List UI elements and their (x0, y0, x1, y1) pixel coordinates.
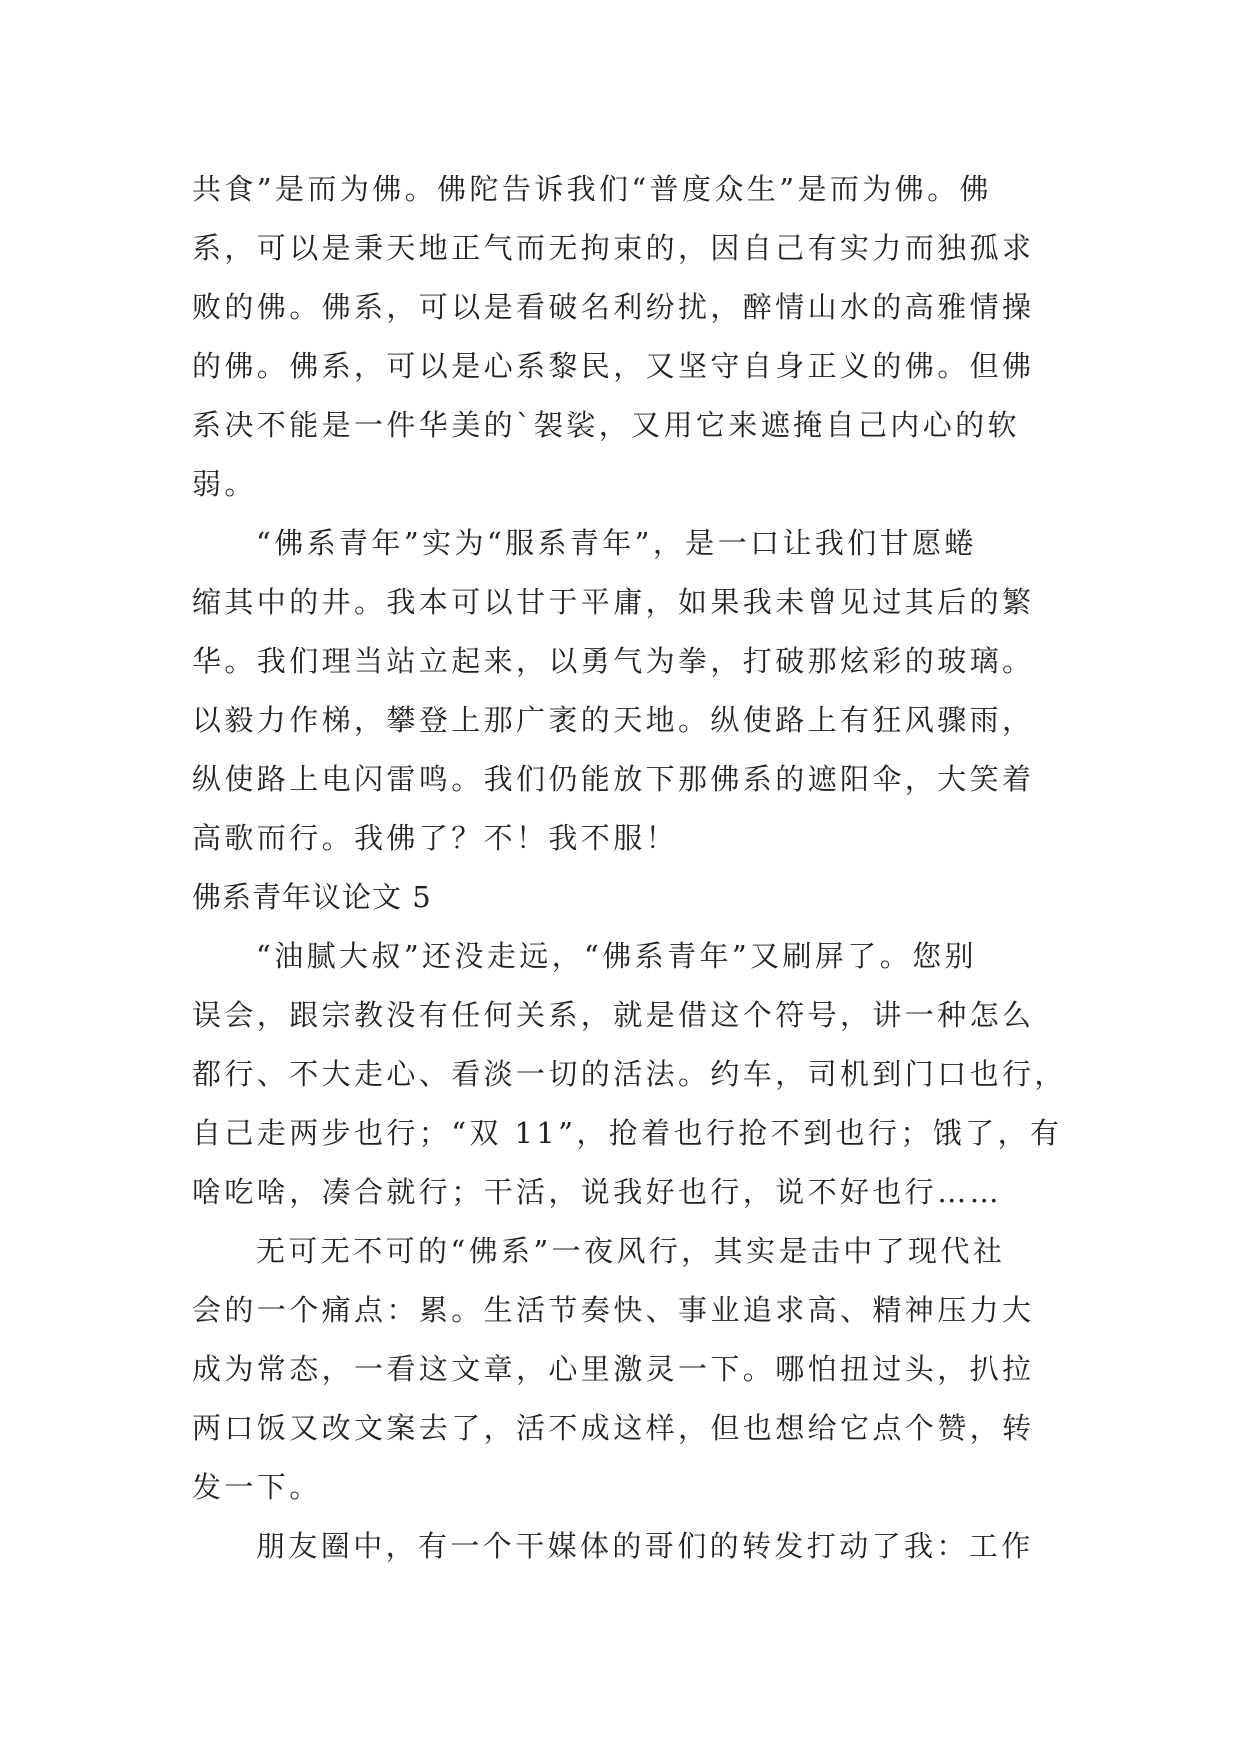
body-line: 啥吃啥，凑合就行；干活，说我好也行，说不好也行…… (192, 1175, 1003, 1209)
paragraph-first-line: “佛系青年”实为“服系青年”，是一口让我们甘愿蜷 (256, 526, 977, 560)
body-line: 高歌而行。我佛了？不！我不服！ (192, 821, 679, 855)
body-line: 自己走两步也行；“双 11”，抢着也行抢不到也行；饿了，有 (192, 1116, 1063, 1150)
body-line: 都行、不大走心、看淡一切的活法。约车，司机到门口也行， (192, 1057, 1067, 1091)
body-line: 两口饭又改文案去了，活不成这样，但也想给它点个赞，转 (192, 1411, 1035, 1445)
body-line: 华。我们理当站立起来，以勇气为拳，打破那炫彩的玻璃。 (192, 644, 1035, 678)
section-heading: 佛系青年议论文 5 (192, 880, 432, 914)
body-line: 共食”是而为佛。佛陀告诉我们“普度众生”是而为佛。佛 (192, 172, 992, 206)
body-line: 弱。 (192, 467, 257, 501)
paragraph-first-line: 朋友圈中，有一个干媒体的哥们的转发打动了我：工作 (256, 1529, 1034, 1563)
body-line: 误会，跟宗教没有任何关系，就是借这个符号，讲一种怎么 (192, 998, 1035, 1032)
body-line: 败的佛。佛系，可以是看破名利纷扰，醉情山水的高雅情操 (192, 290, 1035, 324)
body-line: 成为常态，一看这文章，心里激灵一下。哪怕扭过头，扒拉 (192, 1352, 1035, 1386)
body-line: 以毅力作梯，攀登上那广袤的天地。纵使路上有狂风骤雨， (192, 703, 1035, 737)
body-line: 系，可以是秉天地正气而无拘束的，因自己有实力而独孤求 (192, 231, 1035, 265)
body-line: 缩其中的井。我本可以甘于平庸，如果我未曾见过其后的繁 (192, 585, 1035, 619)
body-line: 会的一个痛点：累。生活节奏快、事业追求高、精神压力大 (192, 1293, 1035, 1327)
body-line: 的佛。佛系，可以是心系黎民，又坚守自身正义的佛。但佛 (192, 349, 1035, 383)
body-line: 系决不能是一件华美的`袈裟，又用它来遮掩自己内心的软 (192, 408, 1020, 442)
paragraph-first-line: “油腻大叔”还没走远，“佛系青年”又刷屏了。您别 (256, 939, 977, 973)
body-line: 发一下。 (192, 1470, 322, 1504)
paragraph-first-line: 无可无不可的“佛系”一夜风行，其实是击中了现代社 (256, 1234, 1006, 1268)
document-body (192, 160, 1072, 1576)
body-line: 纵使路上电闪雷鸣。我们仍能放下那佛系的遮阳伞，大笑着 (192, 762, 1035, 796)
